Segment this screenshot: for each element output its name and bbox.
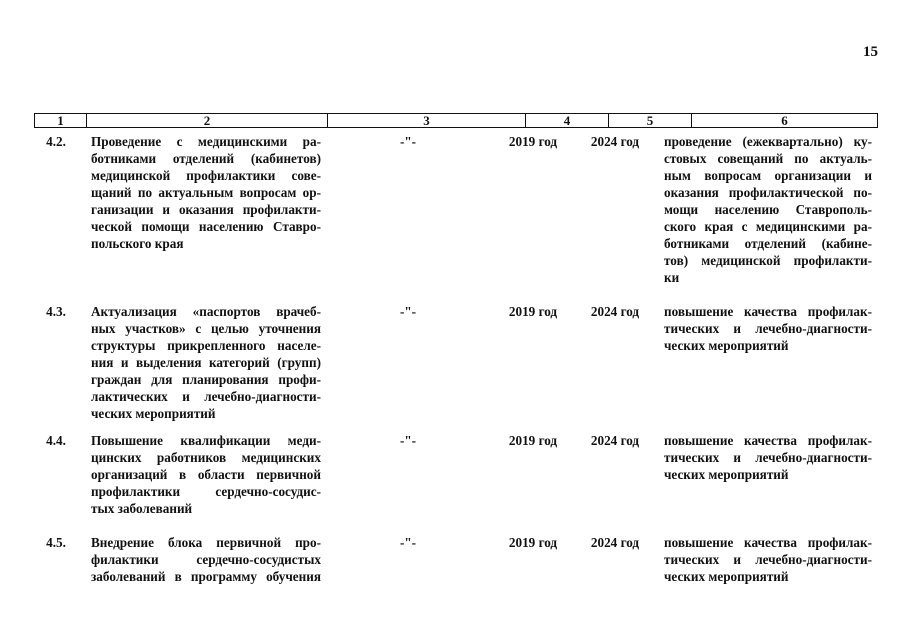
table-header-row — [34, 113, 878, 128]
responsible: -"- — [399, 134, 417, 149]
text-line: повышение качества профилак- — [664, 304, 872, 319]
expected-result — [664, 534, 872, 585]
event-description — [91, 432, 321, 517]
text-line: ческой помощи населению Ставро- — [91, 219, 321, 234]
row-number: 4.4. — [46, 433, 66, 448]
text-line: ных участков» с целью уточнения — [91, 321, 321, 336]
expected-result — [664, 303, 872, 354]
text-line: тических и лечебно-диагности- — [664, 552, 872, 567]
text-line: Внедрение блока первичной про- — [91, 535, 321, 550]
text-line: проведение (ежеквартально) ку- — [664, 134, 872, 149]
start-year: 2019 год — [508, 134, 558, 149]
text-line: польского края — [91, 236, 184, 251]
text-line: организаций в области первичной — [91, 467, 321, 482]
text-line: ботниками отделений (кабинетов) — [91, 151, 321, 166]
event-description — [91, 133, 321, 252]
text-line: оказания профилактической по- — [664, 185, 872, 200]
responsible: -"- — [399, 535, 417, 550]
header-col-1: 1 — [57, 113, 64, 128]
text-line: ботниками отделений (кабине- — [664, 236, 872, 251]
text-line: тических и лечебно-диагности- — [664, 450, 872, 465]
text-line: лактических и лечебно-диагности- — [91, 389, 321, 404]
text-line: Проведение с медицинскими ра- — [91, 134, 321, 149]
expected-result — [664, 133, 872, 286]
text-line: ческих мероприятий — [664, 467, 789, 482]
text-line: тых заболеваний — [91, 501, 193, 516]
expected-result — [664, 432, 872, 483]
responsible: -"- — [399, 304, 417, 319]
start-year: 2019 год — [508, 304, 558, 319]
text-line: щаний по актуальным вопросам ор- — [91, 185, 321, 200]
header-col-4: 4 — [563, 113, 571, 128]
header-col-5: 5 — [646, 113, 654, 128]
event-description — [91, 534, 321, 585]
event-description — [91, 303, 321, 422]
end-year: 2024 год — [590, 304, 640, 319]
text-line: филактики сердечно-сосудистых — [91, 552, 321, 567]
text-line: ческих мероприятий — [91, 406, 216, 421]
page-number: 15 — [863, 44, 878, 60]
header-col-3: 3 — [423, 113, 430, 128]
text-line: тических и лечебно-диагности- — [664, 321, 872, 336]
text-line: ческих мероприятий — [664, 569, 789, 584]
text-line: ганизации и оказания профилакти- — [91, 202, 321, 217]
end-year: 2024 год — [590, 433, 640, 448]
row-number: 4.2. — [46, 134, 66, 149]
text-line: Повышение квалификации меди- — [91, 433, 321, 448]
text-line: ского края с медицинскими ра- — [664, 219, 872, 234]
start-year: 2019 год — [508, 535, 558, 550]
row-number: 4.5. — [46, 535, 66, 550]
text-line: граждан для планирования профи- — [91, 372, 321, 387]
text-line: заболеваний в программу обучения — [91, 569, 321, 584]
text-line: структуры прикрепленного населе- — [91, 338, 321, 353]
header-col-2: 2 — [203, 113, 211, 128]
responsible: -"- — [399, 433, 417, 448]
text-line: Актуализация «паспортов врачеб- — [91, 304, 321, 319]
end-year: 2024 год — [590, 535, 640, 550]
text-line: повышение качества профилак- — [664, 535, 872, 550]
text-line: мощи населению Ставрополь- — [664, 202, 872, 217]
start-year: 2019 год — [508, 433, 558, 448]
end-year: 2024 год — [590, 134, 640, 149]
text-line: ным вопросам организации и — [664, 168, 872, 183]
header-col-6: 6 — [781, 113, 788, 128]
row-number: 4.3. — [46, 304, 66, 319]
text-line: тов) медицинской профилакти- — [664, 253, 872, 268]
text-line: цинских работников медицинских — [91, 450, 321, 465]
text-line: медицинской профилактики сове- — [91, 168, 321, 183]
text-line: ния и выделения категорий (групп) — [91, 355, 321, 370]
text-line: профилактики сердечно-сосудис- — [91, 484, 321, 499]
text-line: повышение качества профилак- — [664, 433, 872, 448]
text-line: ческих мероприятий — [664, 338, 789, 353]
text-line: стовых совещаний по актуаль- — [664, 151, 872, 166]
text-line: ки — [664, 270, 680, 285]
